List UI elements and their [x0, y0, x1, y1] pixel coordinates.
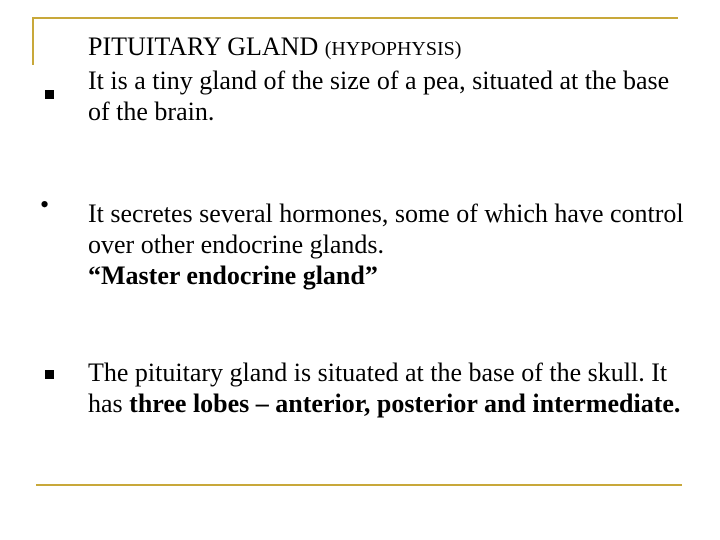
round-bullet-icon: • — [40, 190, 50, 219]
bottom-rule — [36, 484, 682, 486]
item-1-body: It is a tiny gland of the size of a pea, situated at the base of the brain. — [88, 66, 670, 126]
item-2-emphasis: “Master endocrine gland” — [88, 261, 378, 290]
bullet-item-1 — [88, 31, 688, 127]
square-bullet-icon — [45, 370, 54, 379]
slide-title-paren: (HYPOPHYSIS) — [324, 38, 462, 60]
slide-title: PITUITARY GLAND — [88, 32, 325, 61]
item-3-emphasis: three lobes – anterior, posterior and intermediate. — [129, 389, 681, 418]
left-rule — [32, 17, 34, 65]
bullet-item-3 — [88, 357, 688, 419]
top-rule — [32, 17, 678, 19]
square-bullet-icon — [45, 90, 54, 99]
bullet-item-2 — [88, 198, 688, 291]
item-3-body: The pituitary gland is situated at the base of the skull. It has — [88, 358, 668, 418]
item-2-body: It secretes several hormones, some of which have control over other endocrine glands. — [88, 199, 684, 259]
